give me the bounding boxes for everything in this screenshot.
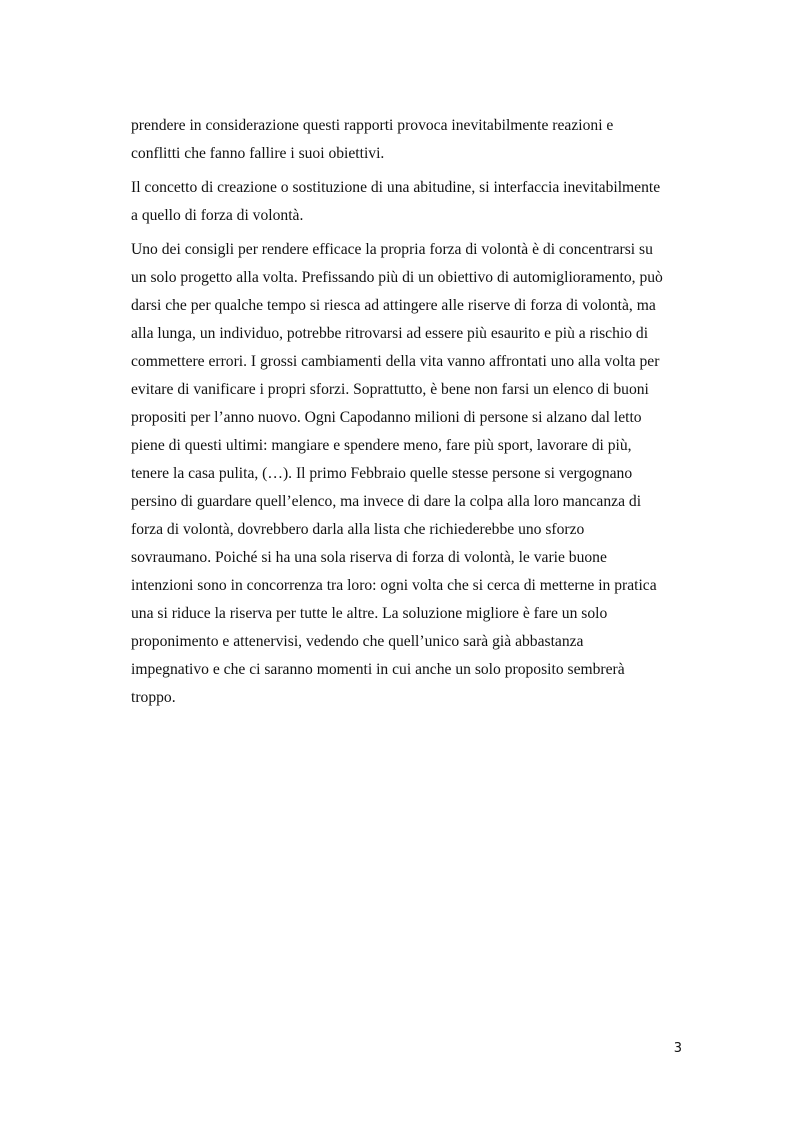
text-line: persino di guardare quell’elenco, ma invece di dare la colpa alla loro mancanza di bbox=[131, 493, 642, 510]
text-line: evitare di vanificare i propri sforzi. Soprattutto, è bene non farsi un elenco di buoni bbox=[131, 381, 649, 398]
page-number: 3 bbox=[673, 1041, 682, 1056]
text-line: propositi per l’anno nuovo. Ogni Capodanno milioni di persone si alzano dal letto bbox=[131, 409, 642, 426]
body-text bbox=[131, 112, 681, 712]
paragraph-3 bbox=[131, 236, 681, 712]
text-line: darsi che per qualche tempo si riesca ad attingere alle riserve di forza di volontà, ma bbox=[131, 297, 656, 314]
paragraph-2 bbox=[131, 174, 681, 230]
text-line: a quello di forza di volontà. bbox=[131, 207, 304, 224]
text-line: conflitti che fanno fallire i suoi obiettivi. bbox=[131, 145, 385, 162]
text-line: forza di volontà, dovrebbero darla alla lista che richiederebbe uno sforzo bbox=[131, 521, 585, 538]
text-line: troppo. bbox=[131, 689, 176, 706]
text-line: una si riduce la riserva per tutte le altre. La soluzione migliore è fare un solo bbox=[131, 605, 608, 622]
text-line: impegnativo e che ci saranno momenti in cui anche un solo proposito sembrerà bbox=[131, 661, 625, 678]
text-line: prendere in considerazione questi rapporti provoca inevitabilmente reazioni e bbox=[131, 117, 614, 134]
text-line: intenzioni sono in concorrenza tra loro: ogni volta che si cerca di metterne in pratica bbox=[131, 577, 657, 594]
text-line: alla lunga, un individuo, potrebbe ritrovarsi ad essere più esaurito e più a rischio di bbox=[131, 325, 649, 342]
text-line: commettere errori. I grossi cambiamenti della vita vanno affrontati uno alla volta per bbox=[131, 353, 660, 370]
text-line: un solo progetto alla volta. Prefissando più di un obiettivo di automiglioramento, può bbox=[131, 269, 663, 286]
text-line: proponimento e attenervisi, vedendo che quell’unico sarà già abbastanza bbox=[131, 633, 584, 650]
text-line: piene di questi ultimi: mangiare e spendere meno, fare più sport, lavorare di più, bbox=[131, 437, 632, 454]
text-line: Il concetto di creazione o sostituzione di una abitudine, si interfaccia inevitabilmente bbox=[131, 179, 661, 196]
text-line: tenere la casa pulita, (…). Il primo Febbraio quelle stesse persone si vergognano bbox=[131, 465, 633, 482]
paragraph-1 bbox=[131, 112, 681, 168]
text-line: sovraumano. Poiché si ha una sola riserva di forza di volontà, le varie buone bbox=[131, 549, 607, 566]
text-line: Uno dei consigli per rendere efficace la propria forza di volontà è di concentrarsi su bbox=[131, 241, 653, 258]
